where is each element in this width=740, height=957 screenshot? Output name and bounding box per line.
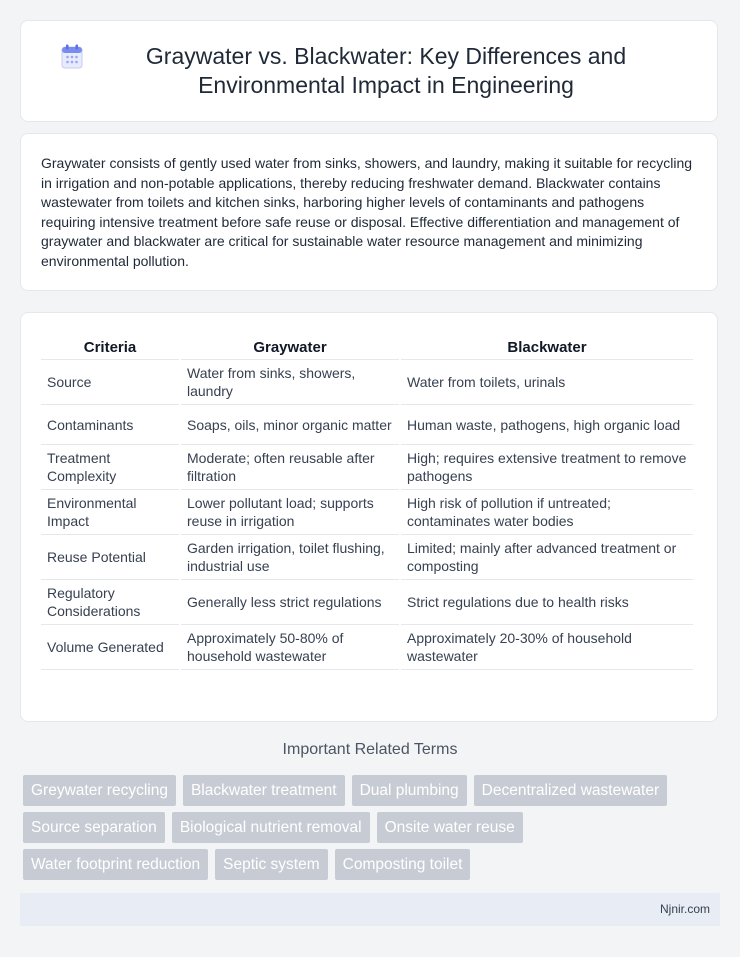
related-term-tag[interactable]: Composting toilet xyxy=(335,849,471,880)
table-row xyxy=(41,445,693,490)
row-graywater: Generally less strict regulations xyxy=(181,580,399,625)
summary-text: Graywater consists of gently used water from sinks, showers, and laundry, making it suitable for recycling in irrigation and non-potable applications, thereby reducing freshwater demand. Blackwater contains wastewater from toilets and kitchen sinks, harboring higher levels of contaminants and pathogens requiring intensive treatment before safe reuse or disposal. Effective differentiation and management of graywater and blackwater are critical for sustainable water resource management and minimizing environmental pollution. xyxy=(41,155,693,269)
table-row xyxy=(41,360,693,405)
footer-site-link[interactable]: Njnir.com xyxy=(659,902,710,916)
table-row xyxy=(41,490,693,535)
header-graywater: Graywater xyxy=(181,333,399,360)
table-row xyxy=(41,625,693,670)
table-header-row xyxy=(41,333,693,360)
comparison-table-card xyxy=(20,312,718,722)
row-blackwater: Approximately 20-30% of household wastewater xyxy=(401,625,693,670)
related-terms-list xyxy=(23,775,713,886)
row-criteria: Source xyxy=(41,360,179,405)
related-term-tag[interactable]: Biological nutrient removal xyxy=(172,812,370,843)
summary-card xyxy=(20,133,718,291)
related-term-tag[interactable]: Greywater recycling xyxy=(23,775,176,806)
row-criteria: Reuse Potential xyxy=(41,535,179,580)
table-row xyxy=(41,580,693,625)
header-criteria: Criteria xyxy=(41,333,179,360)
row-blackwater: Strict regulations due to health risks xyxy=(401,580,693,625)
header-blackwater: Blackwater xyxy=(401,333,693,360)
footer xyxy=(20,893,720,926)
row-graywater: Soaps, oils, minor organic matter xyxy=(181,405,399,445)
table-row xyxy=(41,535,693,580)
row-graywater: Approximately 50-80% of household wastewater xyxy=(181,625,399,670)
row-criteria: Volume Generated xyxy=(41,625,179,670)
row-graywater: Water from sinks, showers, laundry xyxy=(181,360,399,405)
row-graywater: Moderate; often reusable after filtration xyxy=(181,445,399,490)
row-blackwater: Human waste, pathogens, high organic load xyxy=(401,405,693,445)
row-blackwater: Limited; mainly after advanced treatment or composting xyxy=(401,535,693,580)
row-blackwater: High risk of pollution if untreated; contaminates water bodies xyxy=(401,490,693,535)
row-graywater: Lower pollutant load; supports reuse in irrigation xyxy=(181,490,399,535)
row-criteria: Environmental Impact xyxy=(41,490,179,535)
row-graywater: Garden irrigation, toilet flushing, industrial use xyxy=(181,535,399,580)
related-term-tag[interactable]: Onsite water reuse xyxy=(377,812,523,843)
table-row xyxy=(41,405,693,445)
row-criteria: Contaminants xyxy=(41,405,179,445)
related-term-tag[interactable]: Source separation xyxy=(23,812,165,843)
title-wrap xyxy=(21,42,717,100)
row-criteria: Treatment Complexity xyxy=(41,445,179,490)
related-term-tag[interactable]: Septic system xyxy=(215,849,327,880)
comparison-table xyxy=(39,333,695,670)
row-blackwater: Water from toilets, urinals xyxy=(401,360,693,405)
related-term-tag[interactable]: Dual plumbing xyxy=(352,775,467,806)
related-term-tag[interactable]: Decentralized wastewater xyxy=(474,775,667,806)
related-term-tag[interactable]: Water footprint reduction xyxy=(23,849,208,880)
calendar-icon xyxy=(61,44,83,70)
page-title: Graywater vs. Blackwater: Key Differences and Environmental Impact in Engineering xyxy=(145,43,627,98)
related-term-tag[interactable]: Blackwater treatment xyxy=(183,775,345,806)
row-blackwater: High; requires extensive treatment to remove pathogens xyxy=(401,445,693,490)
related-terms-title: Important Related Terms xyxy=(282,741,458,758)
row-criteria: Regulatory Considerations xyxy=(41,580,179,625)
title-card xyxy=(20,20,718,122)
